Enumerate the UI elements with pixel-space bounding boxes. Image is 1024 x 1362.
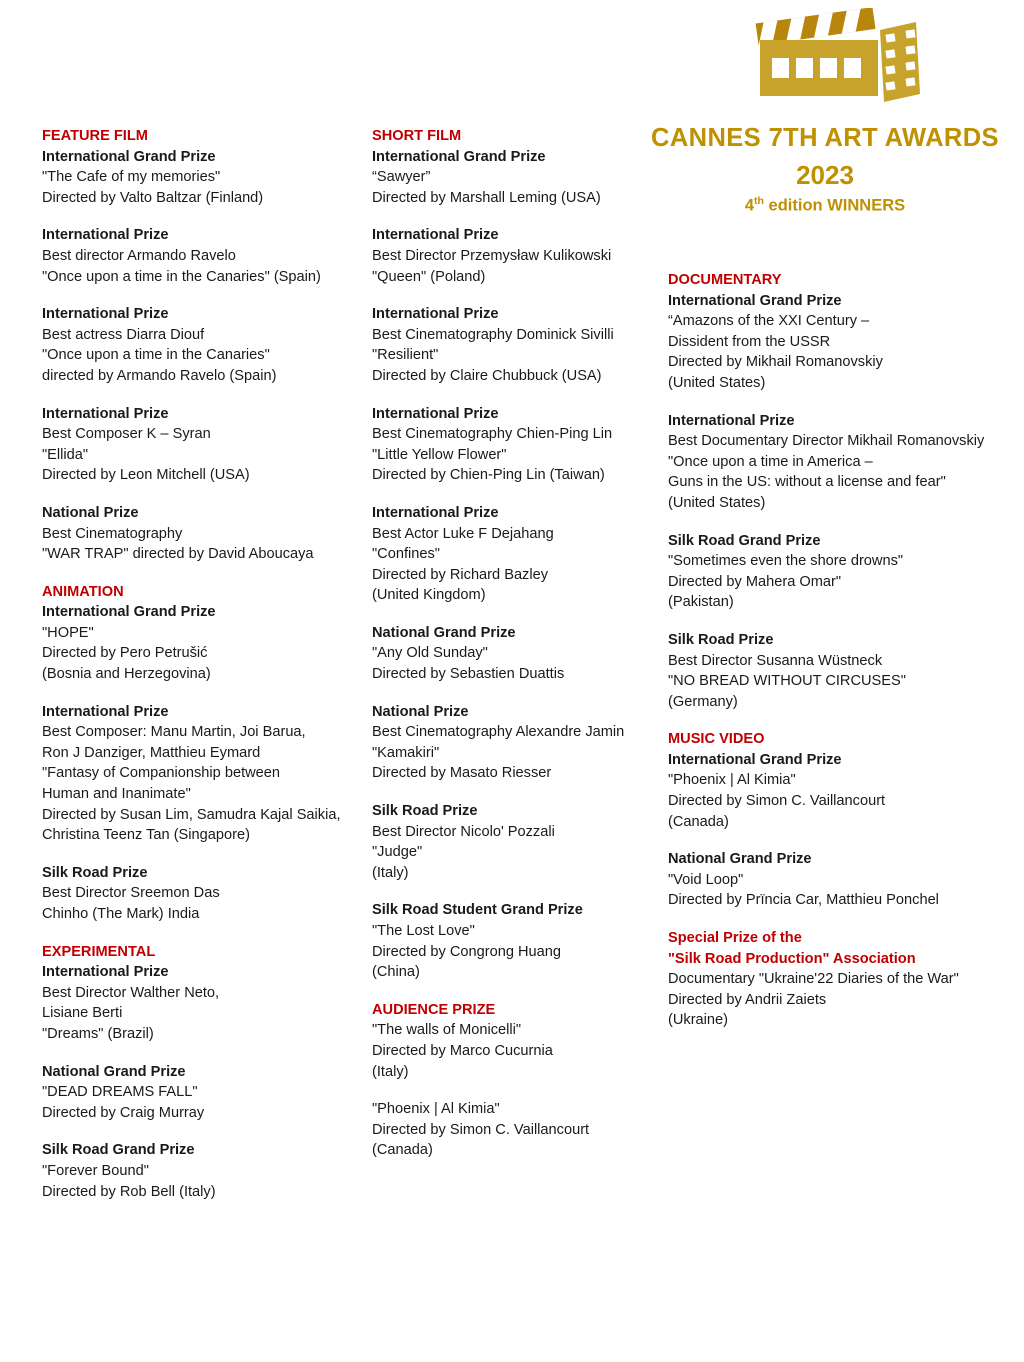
award-detail-line: "Once upon a time in the Canaries" (Spain) [42, 268, 321, 285]
award-prize-title: International Prize [42, 405, 169, 422]
award-detail-line: "The Lost Love" [372, 923, 475, 939]
award-entry [372, 304, 660, 386]
award-prize-title: Silk Road Student Grand Prize [372, 902, 583, 919]
award-detail-line: "Any Old Sunday" [372, 645, 488, 662]
award-detail-line: (Italy) [372, 864, 409, 881]
award-detail-line: "Sometimes even the shore drowns" [668, 553, 904, 570]
award-detail-line: Directed by Marco Cucurnia [372, 1042, 553, 1059]
award-detail-line: (Pakistan) [668, 594, 734, 611]
award-detail-line: Ron J Danziger, Matthieu Eymard [42, 744, 261, 761]
award-detail-line: "Judge" [372, 844, 423, 861]
award-entry [668, 750, 1013, 832]
section-heading: SHORT FILM [372, 128, 462, 144]
section-heading: FEATURE FILM [42, 128, 148, 144]
award-prize-title: Silk Road Prize [42, 864, 148, 881]
award-detail-line: Christina Teenz Tan (Singapore) [42, 827, 250, 844]
award-prize-title: National Grand Prize [668, 851, 812, 868]
award-detail-line: (Germany) [668, 693, 738, 710]
award-detail-line: Directed by Claire Chubbuck (USA) [372, 367, 602, 384]
poster-header [640, 8, 1010, 214]
award-detail-line: Dissident from the USSR [668, 333, 831, 350]
award-prize-title: International Prize [42, 306, 169, 323]
award-detail-line: Best Director Przemysław Kulikowski [372, 247, 612, 264]
section-heading: ANIMATION [42, 583, 124, 600]
award-detail-line: Directed by Andrii Zaiets [668, 991, 827, 1008]
award-prize-title: "Silk Road Production" Association [668, 950, 916, 967]
award-detail-line: "NO BREAD WITHOUT CIRCUSES" [668, 673, 906, 690]
award-detail-line: "The Cafe of my memories" [42, 169, 221, 186]
award-entry [42, 602, 360, 684]
award-prize-title: International Grand Prize [42, 148, 216, 165]
award-prize-title: International Prize [372, 504, 499, 521]
award-detail-line: Directed by Valto Baltzar (Finland) [42, 189, 264, 206]
award-detail-line: Best Cinematography Alexandre Jamin [372, 724, 625, 741]
award-entry [668, 849, 1013, 911]
section-heading: MUSIC VIDEO [668, 731, 765, 748]
award-entry [372, 702, 660, 784]
award-detail-line: Directed by Congrong Huang [372, 943, 562, 960]
award-entry [42, 147, 360, 209]
award-entry [372, 1020, 660, 1082]
award-detail-line: Best Cinematography Chien-Ping Lin [372, 426, 613, 443]
award-detail-line: Best Cinematography Dominick Sivilli [372, 326, 614, 343]
award-detail-line: "Kamakiri" [372, 744, 440, 761]
award-prize-title: National Grand Prize [372, 624, 516, 641]
award-detail-line: (United States) [668, 374, 766, 391]
award-detail-line: "Queen" (Poland) [372, 268, 486, 285]
award-detail-line: Directed by Pero Petrušić [42, 645, 208, 662]
award-entry [372, 623, 660, 685]
award-detail-line: Best Composer: Manu Martin, Joi Barua, [42, 724, 306, 741]
film-clapperboard-icon [730, 8, 920, 118]
award-detail-line: Human and Inanimate" [42, 786, 191, 803]
award-detail-line: Directed by Simon C. Vaillancourt [668, 793, 886, 810]
award-detail-line: (Canada) [372, 1142, 433, 1159]
award-detail-line: "WAR TRAP" directed by David Aboucaya [42, 546, 314, 563]
award-prize-title: International Prize [42, 703, 169, 720]
award-detail-line: Directed by Leon Mitchell (USA) [42, 467, 250, 484]
award-entry [668, 531, 1013, 613]
award-entry [42, 304, 360, 386]
award-detail-line: Directed by Susan Lim, Samudra Kajal Saikia, [42, 806, 341, 823]
award-prize-title: Silk Road Prize [372, 803, 478, 820]
section-heading: EXPERIMENTAL [42, 943, 156, 960]
award-detail-line: Directed by Marshall Leming (USA) [372, 189, 601, 206]
award-entry [372, 225, 660, 287]
award-prize-title: Silk Road Grand Prize [668, 532, 821, 549]
award-detail-line: Best Director Walther Neto, [42, 984, 220, 1001]
award-detail-line: Directed by Chien-Ping Lin (Taiwan) [372, 467, 605, 484]
award-entry [372, 404, 660, 486]
award-entry [668, 928, 1013, 1031]
column-left [42, 126, 360, 1202]
award-entry [372, 1099, 660, 1161]
award-entry [668, 411, 1013, 514]
award-detail-line: Directed by Mahera Omar" [668, 573, 842, 590]
award-detail-line: (United Kingdom) [372, 587, 486, 604]
award-detail-line: Directed by Craig Murray [42, 1104, 205, 1121]
award-detail-line: “Amazons of the XXI Century – [668, 313, 870, 330]
award-entry [372, 801, 660, 883]
award-detail-line: (Ukraine) [668, 1012, 729, 1029]
award-entry [668, 630, 1013, 712]
award-prize-title: International Prize [372, 227, 499, 244]
award-entry [42, 702, 360, 846]
award-detail-line: Directed by Sebastien Duattis [372, 666, 565, 683]
award-detail-line: Best Documentary Director Mikhail Romanovskiy [668, 433, 985, 450]
award-detail-line: "DEAD DREAMS FALL" [42, 1084, 198, 1101]
award-detail-line: Directed by Masato Riesser [372, 765, 552, 782]
award-detail-line: "Ellida" [42, 446, 89, 463]
award-prize-title: International Prize [42, 964, 169, 981]
award-detail-line: Best Actor Luke F Dejahang [372, 525, 554, 542]
award-detail-line: "Once upon a time in the Canaries" [42, 347, 270, 364]
award-detail-line: Directed by Rob Bell (Italy) [42, 1183, 216, 1200]
award-entry [668, 291, 1013, 394]
award-detail-line: (Italy) [372, 1063, 409, 1080]
edition-label: edition WINNERS [763, 196, 906, 215]
award-prize-title: International Prize [372, 405, 499, 422]
award-detail-line: "Resilient" [372, 347, 439, 364]
award-detail-line: directed by Armando Ravelo (Spain) [42, 367, 277, 384]
award-prize-title: National Prize [372, 703, 469, 720]
award-entry [42, 962, 360, 1044]
poster-title: CANNES 7TH ART AWARDS [651, 124, 999, 152]
award-detail-line: (United States) [668, 494, 766, 511]
award-detail-line: Best Cinematography [42, 525, 183, 542]
award-detail-line: Best Director Susanna Wüstneck [668, 652, 883, 669]
edition-number: 4 [744, 196, 755, 215]
poster-year: 2023 [796, 160, 854, 191]
award-entry [42, 225, 360, 287]
award-detail-line: "HOPE" [42, 624, 94, 641]
award-entry [42, 404, 360, 486]
award-detail-line: "Once upon a time in America – [668, 453, 873, 470]
award-detail-line: Chinho (The Mark) India [42, 906, 200, 922]
award-prize-title: National Prize [42, 504, 139, 521]
award-detail-line: Lisiane Berti [42, 1005, 123, 1022]
award-detail-line: Guns in the US: without a license and fear" [668, 474, 946, 491]
award-prize-title: Silk Road Grand Prize [42, 1142, 195, 1159]
award-detail-line: "Fantasy of Companionship between [42, 765, 281, 782]
award-detail-line: "The walls of Monicelli" [372, 1022, 522, 1039]
award-detail-line: Best Director Nicolo' Pozzali [372, 823, 555, 840]
award-detail-line: Documentary "Ukraine'22 Diaries of the War" [668, 971, 959, 988]
column-middle [372, 126, 660, 1161]
award-prize-title: International Prize [372, 306, 499, 323]
award-prize-title: International Grand Prize [372, 148, 546, 165]
award-prize-title: National Grand Prize [42, 1063, 186, 1080]
award-detail-line: "Phoenix | Al Kimia" [668, 772, 796, 789]
award-detail-line: “Sawyer” [372, 169, 431, 186]
award-prize-title: International Grand Prize [668, 292, 842, 309]
award-prize-title: International Grand Prize [42, 604, 216, 621]
award-detail-line: "Little Yellow Flower" [372, 446, 507, 463]
award-detail-line: "Dreams" (Brazil) [42, 1025, 154, 1042]
award-entry [42, 863, 360, 925]
award-detail-line: Best director Armando Ravelo [42, 247, 236, 264]
award-detail-line: Best actress Diarra Diouf [42, 326, 205, 343]
column-right [668, 270, 1013, 1031]
award-detail-line: (Canada) [668, 813, 729, 830]
award-prize-title: International Grand Prize [668, 751, 842, 768]
award-entry [372, 900, 660, 982]
award-prize-title: Silk Road Prize [668, 631, 774, 648]
award-detail-line: (Bosnia and Herzegovina) [42, 666, 211, 683]
award-detail-line: Directed by Richard Bazley [372, 566, 549, 583]
award-detail-line: Best Director Sreemon Das [42, 885, 220, 902]
section-heading: AUDIENCE PRIZE [372, 1001, 496, 1018]
award-entry [42, 1062, 360, 1124]
award-detail-line: Directed by Prïncia Car, Matthieu Ponchel [668, 892, 939, 909]
award-detail-line: "Phoenix | Al Kimia" [372, 1101, 500, 1118]
award-entry [42, 503, 360, 565]
award-prize-title: International Prize [42, 227, 169, 244]
award-detail-line: Best Composer K – Syran [42, 426, 211, 443]
award-prize-title: International Prize [668, 412, 795, 429]
award-entry [42, 1140, 360, 1202]
poster-edition [640, 196, 1010, 215]
section-heading: DOCUMENTARY [668, 272, 782, 288]
award-entry [372, 503, 660, 606]
award-detail-line: (China) [372, 964, 420, 981]
award-detail-line: Directed by Mikhail Romanovskiy [668, 354, 883, 371]
award-prize-title: Special Prize of the [668, 930, 802, 947]
award-detail-line: "Forever Bound" [42, 1162, 149, 1179]
award-detail-line: "Void Loop" [668, 871, 744, 888]
award-detail-line: Directed by Simon C. Vaillancourt [372, 1121, 590, 1138]
award-entry [372, 147, 660, 209]
award-detail-line: "Confines" [372, 546, 440, 563]
edition-ordinal-suffix: th [754, 194, 764, 207]
